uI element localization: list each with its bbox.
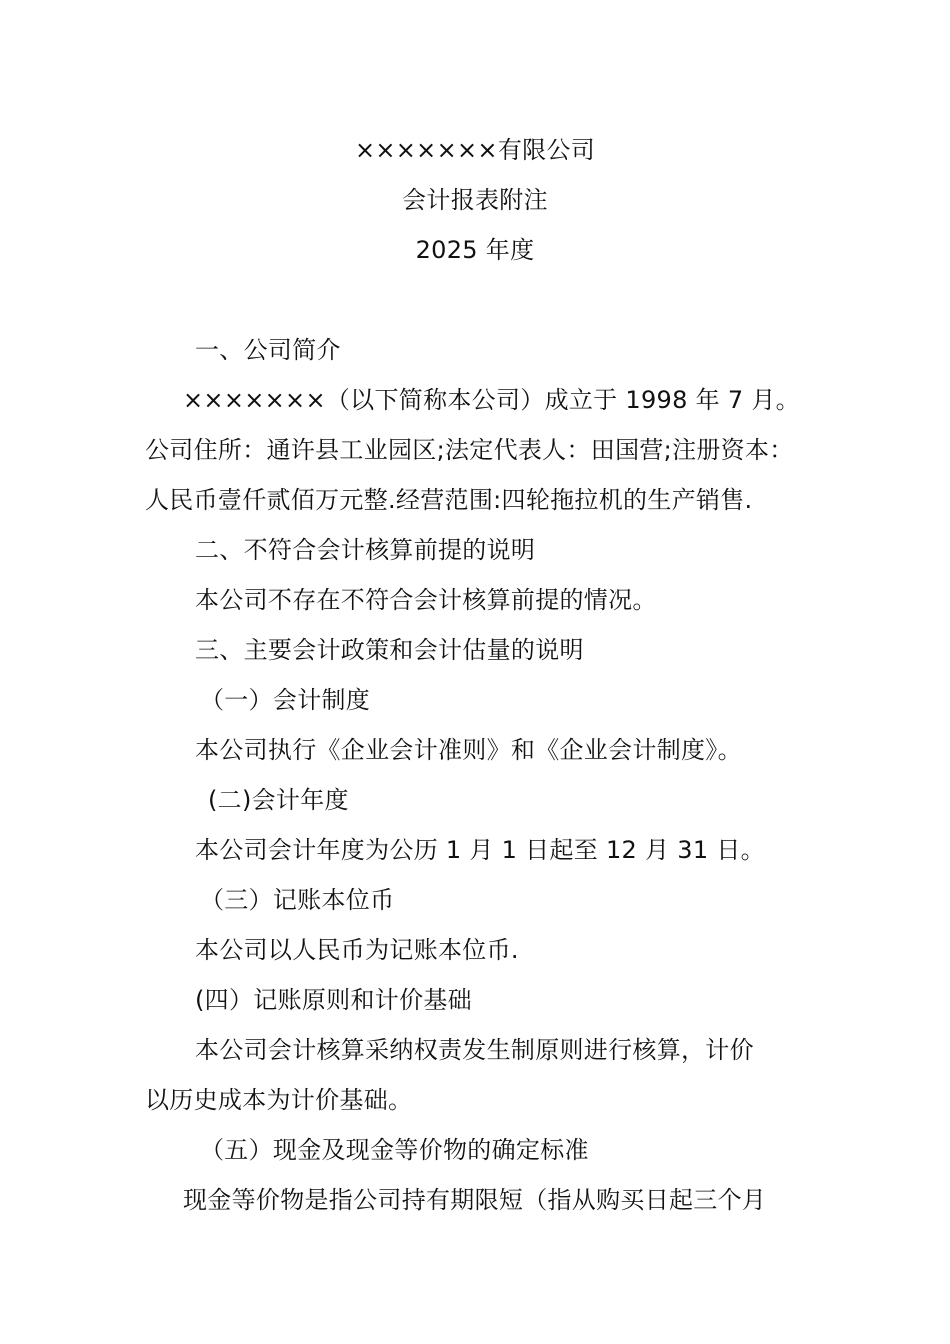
subsection-1-heading: （一）会计制度 <box>200 686 371 714</box>
subsection-5-heading: （五）现金及现金等价物的确定标准 <box>200 1136 589 1164</box>
subsection-3-paragraph: 本公司以人民币为记账本位币. <box>195 936 519 964</box>
subsection-4-paragraph-line-1: 本公司会计核算采纳权责发生制原则进行核算，计价 <box>195 1036 754 1064</box>
report-year: 2025 年度 <box>415 236 535 264</box>
section-2-heading: 二、不符合会计核算前提的说明 <box>195 536 536 564</box>
subsection-4-heading: (四）记账原则和计价基础 <box>195 986 472 1014</box>
section-3-heading: 三、主要会计政策和会计估量的说明 <box>195 636 584 664</box>
report-title: 会计报表附注 <box>402 186 548 214</box>
subsection-2-heading: (二)会计年度 <box>208 786 349 814</box>
section-1-heading: 一、公司简介 <box>195 336 341 364</box>
section-1-paragraph-line-3: 人民币壹仟贰佰万元整.经营范围:四轮拖拉机的生产销售. <box>145 486 753 514</box>
subsection-3-heading: （三）记账本位币 <box>200 886 395 914</box>
section-2-paragraph: 本公司不存在不符合会计核算前提的情况。 <box>195 586 657 614</box>
subsection-4-paragraph-line-2: 以历史成本为计价基础。 <box>145 1086 413 1114</box>
section-1-paragraph-line-2: 公司住所：通许县工业园区;法定代表人：田国营;注册资本： <box>145 436 794 464</box>
company-name: ×××××××有限公司 <box>354 136 596 164</box>
subsection-2-paragraph: 本公司会计年度为公历 1 月 1 日起至 12 月 31 日。 <box>195 836 765 864</box>
section-1-paragraph-line-1: ×××××××（以下简称本公司）成立于 1998 年 7 月。 <box>183 386 800 414</box>
subsection-5-paragraph-line-1: 现金等价物是指公司持有期限短（指从购买日起三个月 <box>183 1186 767 1214</box>
subsection-1-paragraph: 本公司执行《企业会计准则》和《企业会计制度》。 <box>195 736 742 764</box>
